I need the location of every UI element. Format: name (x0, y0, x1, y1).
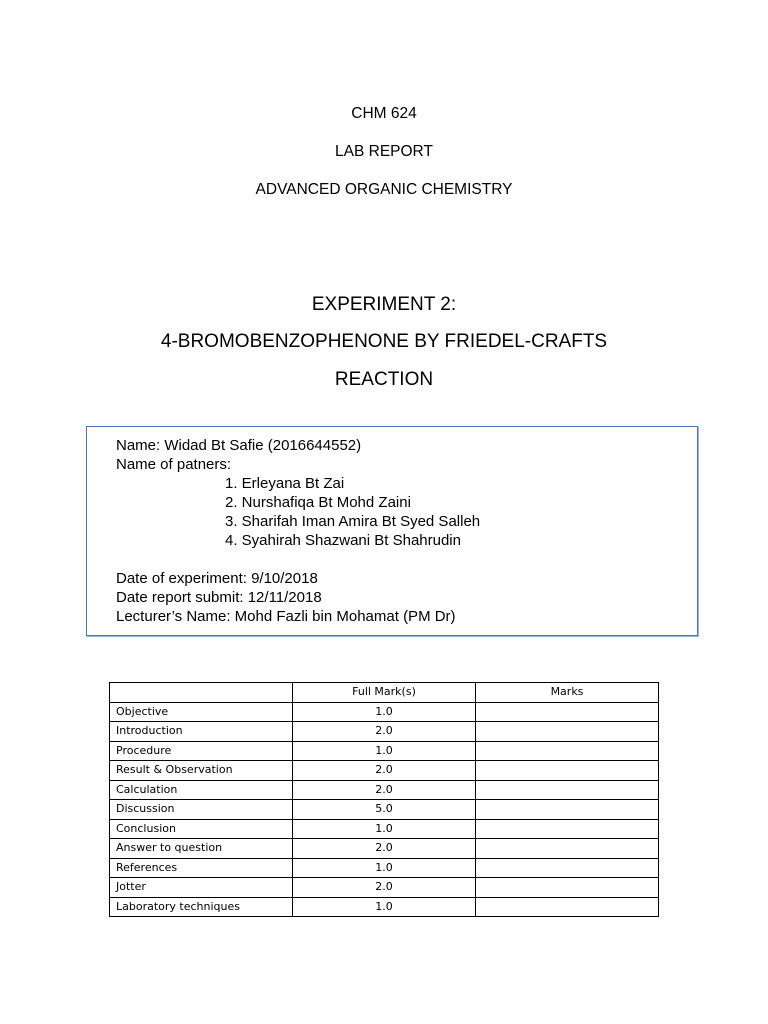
table-row (110, 819, 659, 839)
full-mark-cell: 1.0 (293, 702, 476, 722)
marks-table (109, 682, 659, 917)
table-row (110, 761, 659, 781)
criterion-cell: References (110, 858, 293, 878)
student-info-box (86, 426, 698, 636)
subject-title: ADVANCED ORGANIC CHEMISTRY (255, 181, 513, 198)
criterion-cell: Introduction (110, 722, 293, 742)
criterion-cell: Answer to question (110, 839, 293, 859)
table-row (110, 741, 659, 761)
marks-cell[interactable] (476, 839, 659, 859)
date-of-experiment: Date of experiment: 9/10/2018 (116, 570, 318, 587)
table-row (110, 858, 659, 878)
criterion-cell: Jotter (110, 878, 293, 898)
partner-item: 1. Erleyana Bt Zai (225, 475, 345, 492)
marks-cell[interactable] (476, 780, 659, 800)
header-criterion (110, 683, 293, 703)
criterion-cell: Calculation (110, 780, 293, 800)
report-type: LAB REPORT (335, 143, 433, 160)
criterion-cell: Result & Observation (110, 761, 293, 781)
full-mark-cell: 2.0 (293, 839, 476, 859)
experiment-title-line2: REACTION (334, 369, 434, 390)
full-mark-cell: 2.0 (293, 878, 476, 898)
lecturer-name: Lecturer’s Name: Mohd Fazli bin Mohamat (PM Dr) (116, 608, 456, 625)
full-mark-cell: 2.0 (293, 722, 476, 742)
full-mark-cell: 5.0 (293, 800, 476, 820)
course-code: CHM 624 (351, 105, 417, 122)
full-mark-cell: 2.0 (293, 761, 476, 781)
table-row (110, 800, 659, 820)
partner-item: 2. Nurshafiqa Bt Mohd Zaini (225, 494, 411, 511)
partner-item: 3. Sharifah Iman Amira Bt Syed Salleh (225, 513, 481, 530)
criterion-cell: Discussion (110, 800, 293, 820)
full-mark-cell: 1.0 (293, 858, 476, 878)
table-row (110, 897, 659, 917)
marks-cell[interactable] (476, 722, 659, 742)
partner-item: 4. Syahirah Shazwani Bt Shahrudin (225, 532, 461, 549)
table-row (110, 839, 659, 859)
table-header-row (110, 683, 659, 703)
header-full-marks: Full Mark(s) (293, 683, 476, 703)
criterion-cell: Laboratory techniques (110, 897, 293, 917)
partners-label: Name of patners: (116, 456, 232, 473)
table-row (110, 780, 659, 800)
criterion-cell: Objective (110, 702, 293, 722)
header-marks: Marks (476, 683, 659, 703)
full-mark-cell: 2.0 (293, 780, 476, 800)
full-mark-cell: 1.0 (293, 897, 476, 917)
marks-cell[interactable] (476, 819, 659, 839)
table-row (110, 702, 659, 722)
criterion-cell: Conclusion (110, 819, 293, 839)
marks-cell[interactable] (476, 741, 659, 761)
full-mark-cell: 1.0 (293, 741, 476, 761)
marks-cell[interactable] (476, 761, 659, 781)
marks-cell[interactable] (476, 878, 659, 898)
table-row (110, 878, 659, 898)
student-name: Name: Widad Bt Safie (2016644552) (116, 437, 362, 454)
criterion-cell: Procedure (110, 741, 293, 761)
marks-cell[interactable] (476, 858, 659, 878)
experiment-number: EXPERIMENT 2: (311, 294, 457, 315)
experiment-title-line1: 4-BROMOBENZOPHENONE BY FRIEDEL-CRAFTS (160, 331, 608, 352)
marks-cell[interactable] (476, 702, 659, 722)
table-row (110, 722, 659, 742)
marks-cell[interactable] (476, 800, 659, 820)
full-mark-cell: 1.0 (293, 819, 476, 839)
date-report-submit: Date report submit: 12/11/2018 (116, 589, 322, 606)
marks-cell[interactable] (476, 897, 659, 917)
